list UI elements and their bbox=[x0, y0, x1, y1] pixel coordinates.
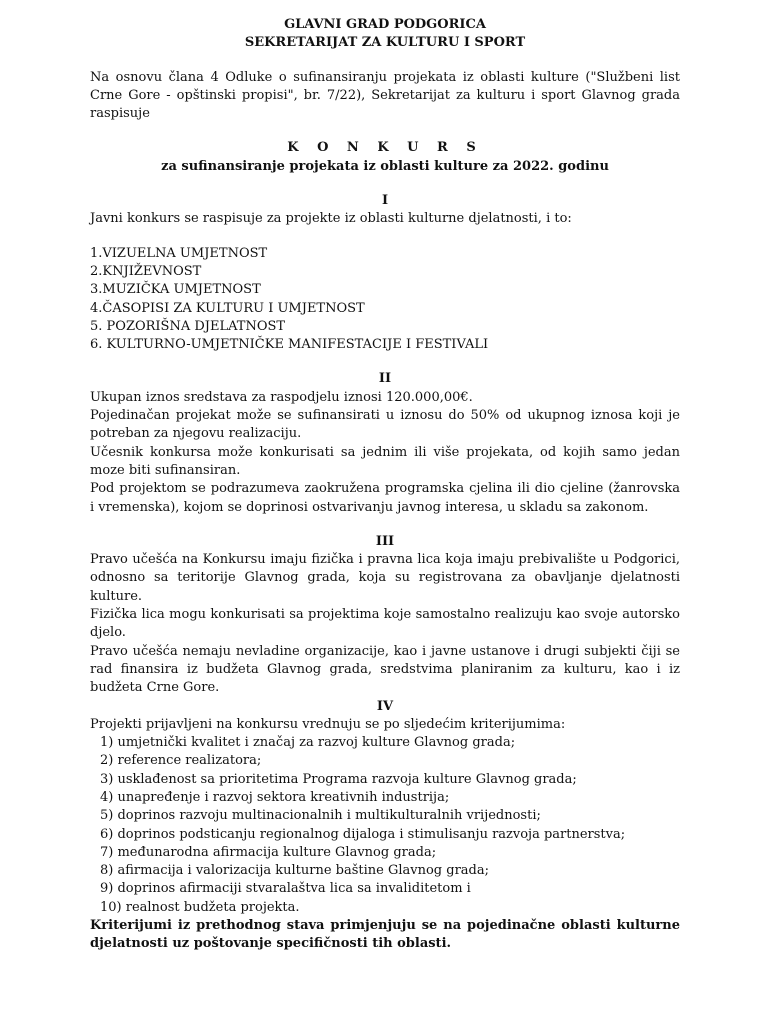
section-2-paragraph: Pojedinačan projekat može se sufinansirati u iznosu do 50% od ukupnog iznosa koji je potreban za njegovu realizaciju. bbox=[90, 408, 680, 442]
list-item: 5. POZORIŠNA DJELATNOST bbox=[90, 318, 286, 334]
list-item: 10) realnost budžeta projekta. bbox=[100, 899, 300, 915]
list-item: 6. KULTURNO-UMJETNIČKE MANIFESTACIJE I FESTIVALI bbox=[90, 337, 489, 353]
list-item: 5) doprinos razvoju multinacionalnih i multikulturalnih vrijednosti; bbox=[100, 808, 541, 824]
header-secretariat: SEKRETARIJAT ZA KULTURU I SPORT bbox=[244, 35, 526, 51]
section-2-paragraph: Pod projektom se podrazumeva zaokružena programska cjelina ili dio cjeline (žanrovska i vremenska), kojom se doprinosi ostvarivanju javnog interesa, u skladu sa zakonom. bbox=[90, 481, 680, 515]
section-4-lead: Projekti prijavljeni na konkursu vrednuju se po sljedećim kriterijumima: bbox=[90, 716, 566, 732]
criteria-list bbox=[90, 734, 680, 917]
list-item: 9) doprinos afirmaciji stvaralaštva lica sa invaliditetom i bbox=[100, 881, 471, 897]
header-city: GLAVNI GRAD PODGORICA bbox=[284, 17, 486, 32]
section-2-paragraph: Učesnik konkursa može konkurisati sa jednim ili više projekata, od kojih samo jedan moze biti sufinansiran. bbox=[90, 444, 680, 478]
list-item: 2.KNJIŽEVNOST bbox=[90, 263, 202, 279]
section-3-paragraph: Pravo učešća na Konkursu imaju fizička i pravna lica koja imaju prebivalište u Podgorici, odnosno sa teritorije Glavnog grada, koja su registrovana za obavljanje djelatnosti kulture. bbox=[90, 552, 680, 604]
list-item: 3) usklađenost sa prioritetima Programa razvoja kulture Glavnog grada; bbox=[100, 771, 577, 787]
document-page bbox=[90, 16, 680, 954]
culture-areas-list bbox=[90, 245, 680, 355]
list-item: 8) afirmacija i valorizacija kulturne baštine Glavnog grada; bbox=[100, 863, 490, 879]
list-item: 1.VIZUELNA UMJETNOST bbox=[90, 245, 268, 261]
list-item: 3.MUZIČKA UMJETNOST bbox=[90, 282, 261, 298]
section-1-lead: Javni konkurs se raspisuje za projekte iz oblasti kulturne djelatnosti, i to: bbox=[90, 211, 572, 227]
list-item: 4.ČASOPISI ZA KULTURU I UMJETNOST bbox=[90, 300, 365, 316]
section-3-paragraph: Fizička lica mogu konkurisati sa projektima koje samostalno realizuju kao svoje autorsko djelo. bbox=[90, 607, 680, 641]
section-1-number: I bbox=[381, 193, 389, 209]
konkurs-subtitle: za sufinansiranje projekata iz oblasti kulture za 2022. godinu bbox=[161, 158, 609, 174]
section-2-paragraph: Ukupan iznos sredstava za raspodjelu iznosi 120.000,00€. bbox=[90, 389, 473, 405]
list-item: 7) međunarodna afirmacija kulture Glavnog grada; bbox=[100, 844, 437, 860]
list-item: 2) reference realizatora; bbox=[100, 753, 262, 769]
section-4-closing: Kriterijumi iz prethodnog stava primjenjuju se na pojedinačne oblasti kulturne djelatnosti uz poštovanje specifičnosti tih oblasti. bbox=[90, 918, 680, 952]
list-item: 6) doprinos podsticanju regionalnog dijaloga i stimulisanju razvoja partnerstva; bbox=[100, 826, 626, 842]
intro-paragraph: Na osnovu člana 4 Odluke o sufinansiranju projekata iz oblasti kulture ("Službeni list Crne Gore - opštinski propisi", br. 7/22), Sekretarijat za kulturu i sport Glavnog grada raspisuje bbox=[90, 69, 680, 122]
konkurs-title: K O N K U R S bbox=[287, 140, 483, 156]
section-3-paragraph: Pravo učešća nemaju nevladine organizacije, kao i javne ustanove i drugi subjekti čiji se rad finansira iz budžeta Glavnog grada, sredstvima planiranim za kulturu, kao i iz budžeta Crne Gore. bbox=[90, 643, 680, 696]
section-3-number: III bbox=[375, 533, 395, 549]
list-item: 1) umjetnički kvalitet i značaj za razvoj kulture Glavnog grada; bbox=[100, 735, 516, 751]
section-2-number: II bbox=[378, 371, 392, 387]
list-item: 4) unapređenje i razvoj sektora kreativnih industrija; bbox=[100, 789, 450, 805]
section-4-number: IV bbox=[376, 698, 394, 714]
